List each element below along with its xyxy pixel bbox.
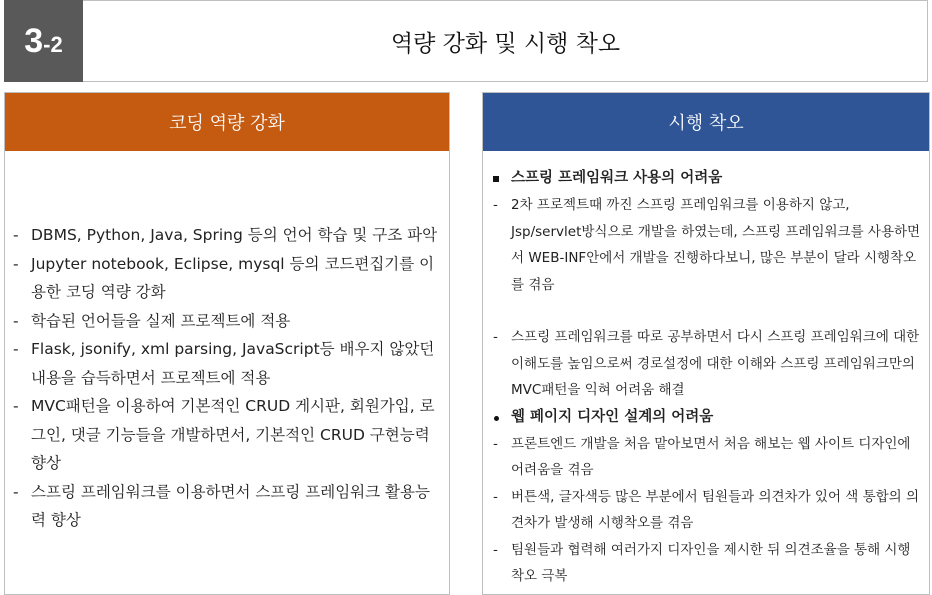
coding-skills-panel-title: 코딩 역량 강화 <box>5 93 449 151</box>
section-number: 3 <box>24 21 44 60</box>
list-item: - 팀원들과 협력해 여러가지 디자인을 제시한 뒤 의견조율을 통해 시행착오 극복 <box>493 541 911 584</box>
dot-bullet-icon <box>494 416 499 421</box>
section-heading-web-design: 웹 페이지 디자인 설계의 어려움 <box>493 404 921 431</box>
list-item: - MVC패턴을 이용하여 기본적인 CRUD 게시판, 회원가입, 로그인, 댓글 기능들을 개발하면서, 기본적인 CRUD 구현능력 향상 <box>13 397 435 472</box>
trial-and-error-panel-title: 시행 착오 <box>483 93 929 151</box>
list-item: - 스프링 프레임워크를 따로 공부하면서 다시 스프링 프레임워크에 대한 이해도를 높임으로써 경로설정에 대한 이해와 스프링 프레임워크만의 MVC패턴을 익혀 어려움 해결 <box>493 329 920 398</box>
section-number-badge <box>4 0 83 82</box>
page-title: 역량 강화 및 시행 착오 <box>390 30 621 57</box>
list-item: - Flask, jsonify, xml parsing, JavaScript등 배우지 않았던 내용을 습득하면서 프로젝트에 적용 <box>13 340 435 387</box>
list-item: - DBMS, Python, Java, Spring 등의 언어 학습 및 구조 파악 <box>13 226 438 244</box>
list-item: - 버튼색, 글자색등 많은 부분에서 팀원들과 의견차가 있어 색 통합의 의견차가 발생해 시행착오를 겪음 <box>493 488 920 531</box>
square-bullet-icon <box>493 176 499 182</box>
list-item: - 스프링 프레임워크를 이용하면서 스프링 프레임워크 활용능력 향상 <box>13 482 430 529</box>
trial-and-error-panel <box>482 92 930 595</box>
section-subnumber: -2 <box>43 32 63 57</box>
coding-skills-list <box>5 221 449 535</box>
section-heading-spring: 스프링 프레임워크 사용의 어려움 <box>493 165 921 192</box>
list-item: - 프론트엔드 개발을 처음 맡아보면서 처음 해보는 웹 사이트 디자인에 어려움을 겪음 <box>493 435 911 478</box>
list-item: - 학습된 언어들을 실제 프로젝트에 적용 <box>13 311 291 330</box>
coding-skills-panel <box>4 92 450 595</box>
trial-and-error-content <box>483 165 929 590</box>
list-item: - Jupyter notebook, Eclipse, mysql 등의 코드편집기를 이용한 코딩 역량 강화 <box>13 254 435 301</box>
list-item: - 2차 프로젝트때 까진 스프링 프레임워크를 이용하지 않고, Jsp/servlet방식으로 개발을 하였는데, 스프링 프레임워크를 사용하면서 WEB-INF안에서 개발을 진행하다보니, 많은 부분이 달라 시행착오를 겪음 <box>493 197 921 293</box>
